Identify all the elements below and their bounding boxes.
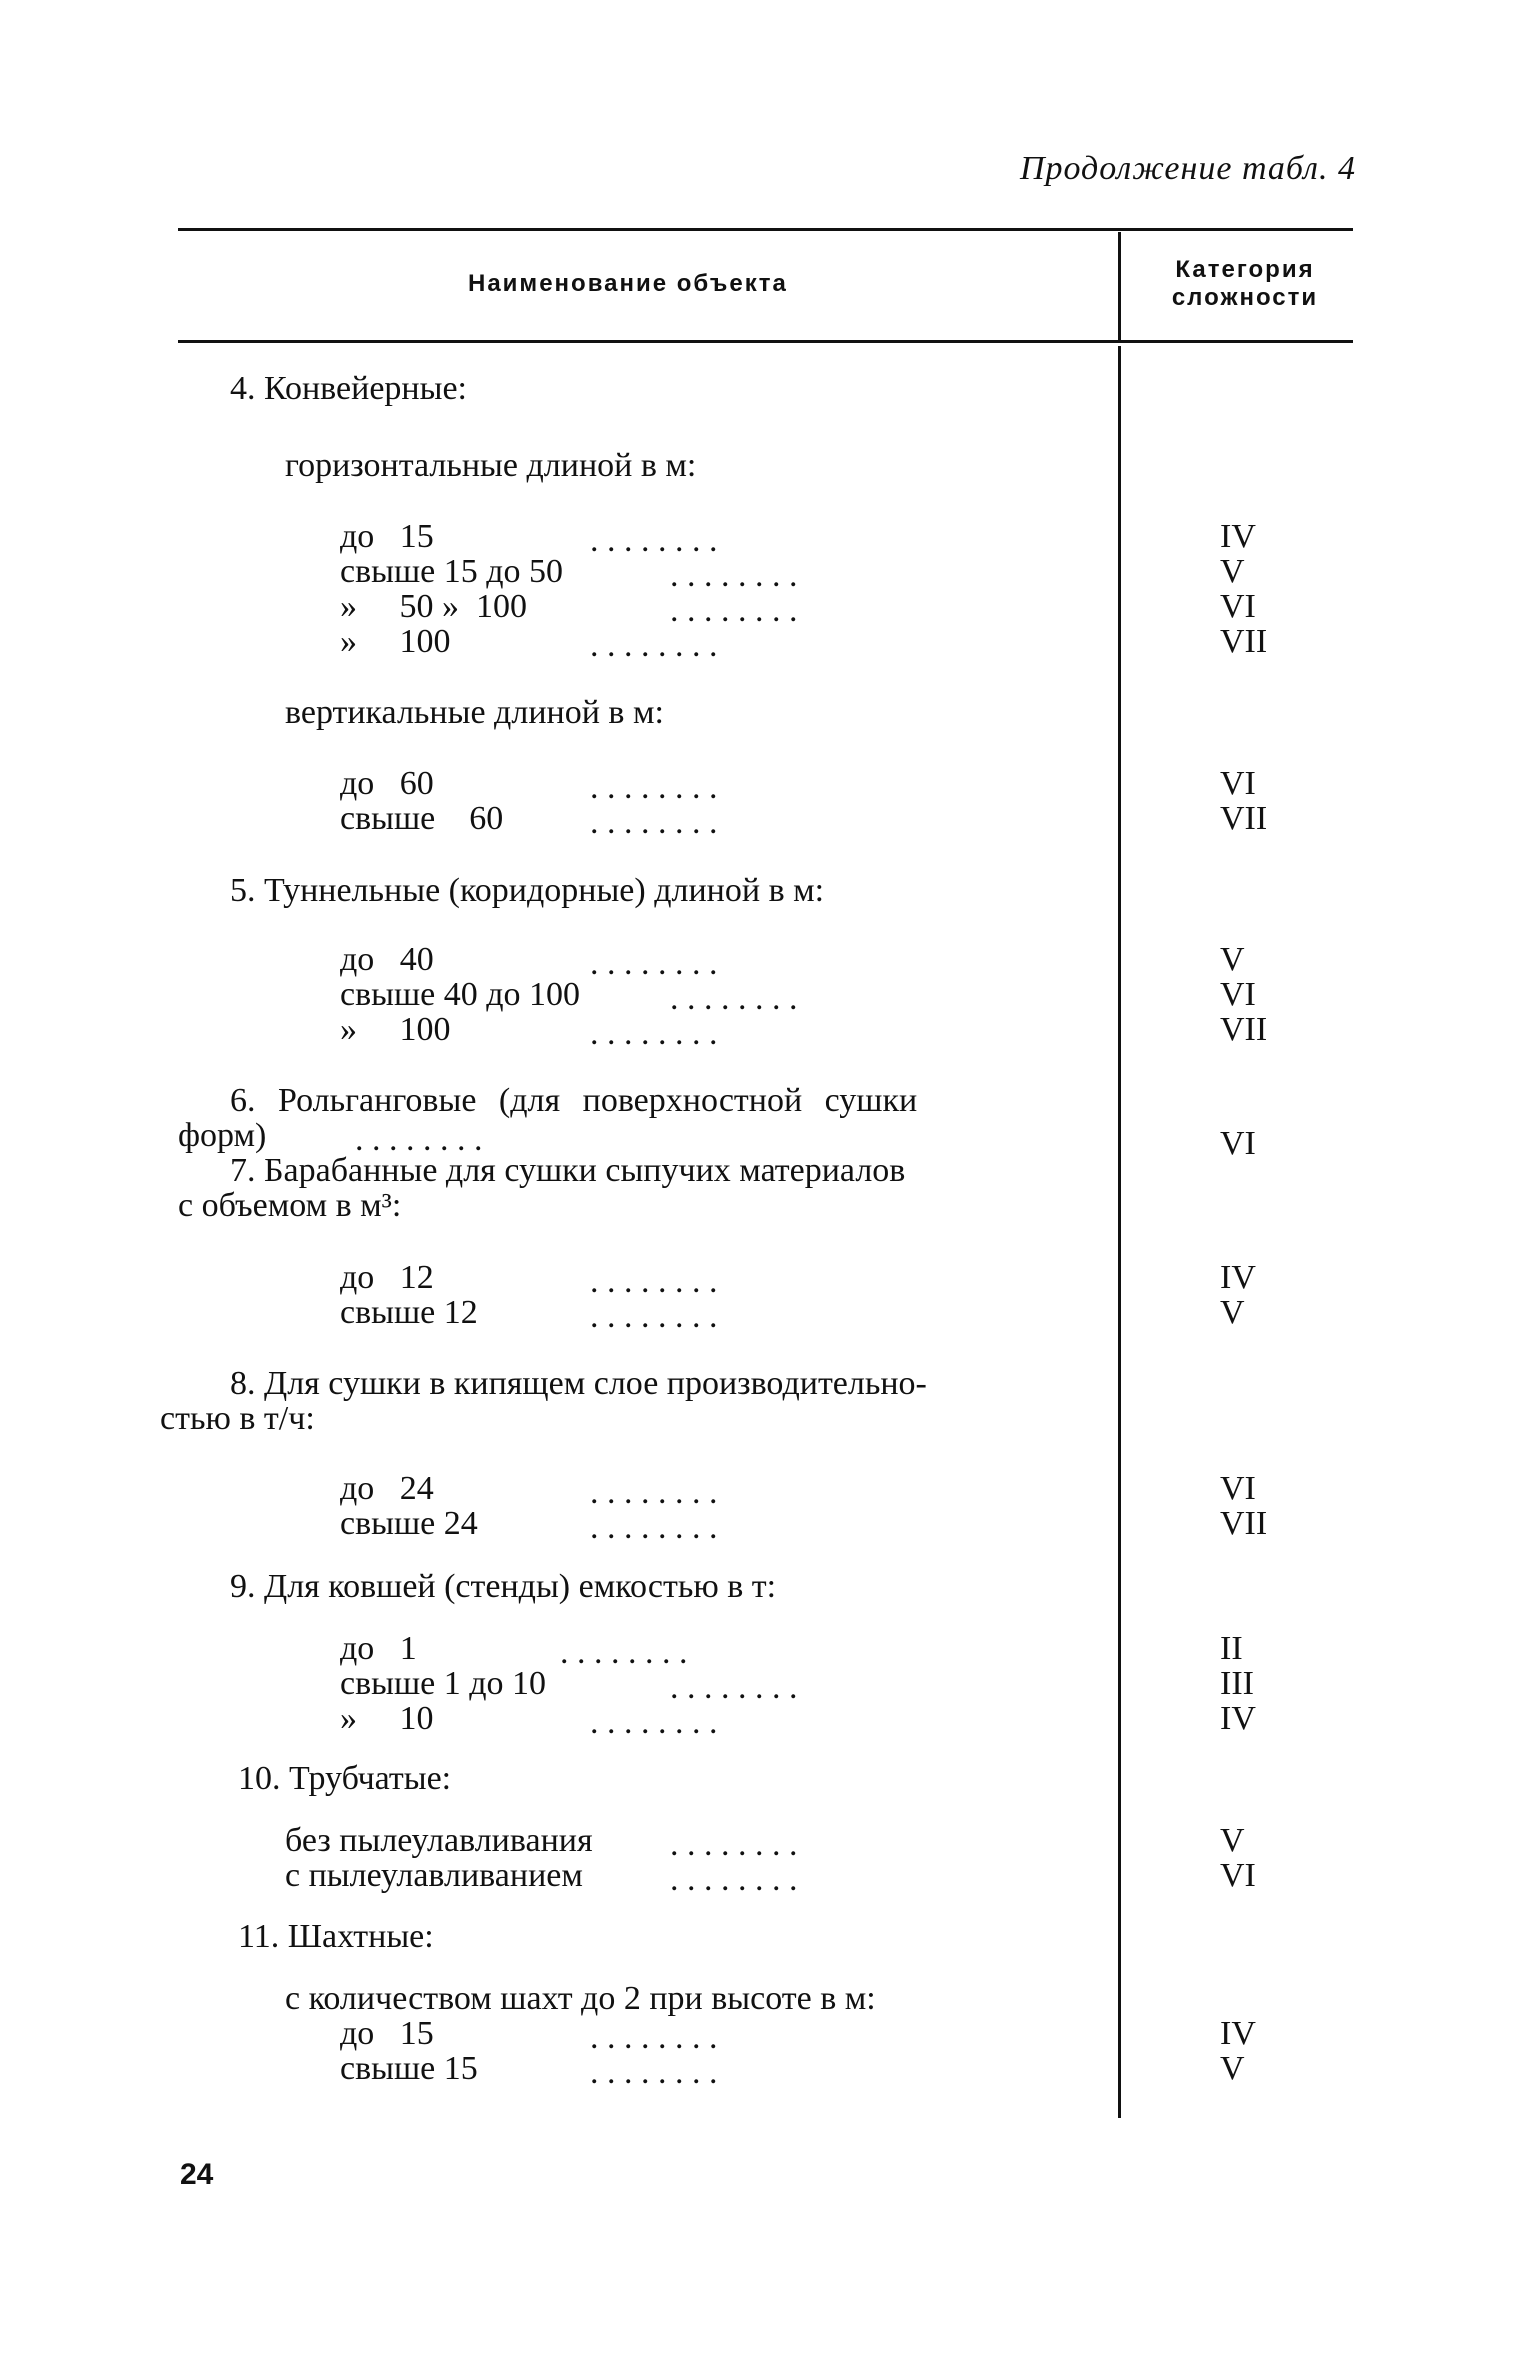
item-7-row-1: до 12	[340, 1259, 434, 1296]
item-11-category-2: V	[1220, 2050, 1245, 2087]
item-5-row-2: свыше 40 до 100	[340, 976, 581, 1013]
header-category-line2: сложности	[1171, 284, 1319, 311]
item-11-row-1-leader: . . . . . . . .	[590, 2019, 718, 2056]
item-5-category-3: VII	[1220, 1011, 1268, 1048]
page-number: 24	[180, 2158, 214, 2191]
body-column-divider	[1118, 346, 1121, 2118]
item-5-category-1: V	[1220, 941, 1245, 978]
item-5-row-3: » 100	[340, 1011, 451, 1048]
item-4-category-1: IV	[1220, 518, 1256, 555]
item-4-row-4-leader: . . . . . . . .	[590, 627, 718, 664]
item-11-row-2: свыше 15	[340, 2050, 478, 2087]
table-top-rule	[178, 228, 1353, 231]
item-4-row-2-leader: . . . . . . . .	[670, 557, 798, 594]
item-9-row-1-leader: . . . . . . . .	[560, 1634, 688, 1671]
item-7-row-1-leader: . . . . . . . .	[590, 1263, 718, 1300]
item-4-row-3-leader: . . . . . . . .	[670, 592, 798, 629]
continuation-title: Продолжение табл. 4	[1019, 150, 1356, 187]
item-10-title: 10. Трубчатые:	[238, 1760, 452, 1797]
item-6-leader: . . . . . . . .	[355, 1121, 483, 1158]
item-4-category-2: V	[1220, 553, 1245, 590]
item-8-row-1: до 24	[340, 1470, 434, 1507]
item-9-row-3: » 10	[340, 1700, 434, 1737]
item-8-row-1-leader: . . . . . . . .	[590, 1474, 718, 1511]
item-4-category-4: VII	[1220, 623, 1268, 660]
item-11-category-1: IV	[1220, 2015, 1256, 2052]
table-header-rule	[178, 340, 1353, 343]
item-9-title: 9. Для ковшей (стенды) емкостью в т:	[230, 1568, 777, 1605]
item-8-line-1: 8. Для сушки в кипящем слое производительно-	[230, 1365, 927, 1402]
item-8-category-1: VI	[1220, 1470, 1256, 1507]
item-6-category-1: VI	[1220, 1125, 1256, 1162]
item-7-category-1: IV	[1220, 1259, 1256, 1296]
item-10-category-2: VI	[1220, 1857, 1256, 1894]
header-object-name: Наименование объекта	[468, 270, 788, 297]
item-11-row-2-leader: . . . . . . . .	[590, 2054, 718, 2091]
item-10-row-2-leader: . . . . . . . .	[670, 1861, 798, 1898]
item-9-category-2: III	[1220, 1665, 1254, 1702]
item-4-row-6: свыше 60	[340, 800, 504, 837]
item-4-subheading-horizontal: горизонтальные длиной в м:	[285, 447, 697, 484]
header-category	[1130, 256, 1360, 312]
item-5-row-2-leader: . . . . . . . .	[670, 980, 798, 1017]
item-10-row-2: с пылеулавливанием	[285, 1857, 583, 1894]
item-8-line-2: стью в т/ч:	[160, 1400, 315, 1437]
item-7-category-2: V	[1220, 1294, 1245, 1331]
item-4-row-1-leader: . . . . . . . .	[590, 522, 718, 559]
item-9-row-3-leader: . . . . . . . .	[590, 1704, 718, 1741]
item-8-row-2: свыше 24	[340, 1505, 478, 1542]
item-8-row-2-leader: . . . . . . . .	[590, 1509, 718, 1546]
item-7-row-2-leader: . . . . . . . .	[590, 1298, 718, 1335]
item-4-title: 4. Конвейерные:	[230, 370, 467, 407]
item-10-row-1-leader: . . . . . . . .	[670, 1826, 798, 1863]
item-9-row-2: свыше 1 до 10	[340, 1665, 547, 1702]
item-7-row-2: свыше 12	[340, 1294, 478, 1331]
item-10-category-1: V	[1220, 1822, 1245, 1859]
item-4-category-3: VI	[1220, 588, 1256, 625]
item-9-category-3: IV	[1220, 1700, 1256, 1737]
item-5-category-2: VI	[1220, 976, 1256, 1013]
header-column-divider	[1118, 232, 1121, 340]
item-11-subheading: с количеством шахт до 2 при высоте в м:	[285, 1980, 876, 2017]
item-4-row-5: до 60	[340, 765, 434, 802]
item-11-row-1: до 15	[340, 2015, 434, 2052]
item-11-title: 11. Шахтные:	[238, 1918, 434, 1955]
item-5-title: 5. Туннельные (коридорные) длиной в м:	[230, 872, 825, 909]
item-9-row-1: до 1	[340, 1630, 417, 1667]
item-4-row-4: » 100	[340, 623, 451, 660]
item-7-line-1: 7. Барабанные для сушки сыпучих материалов	[230, 1152, 906, 1189]
item-6-line-2: форм)	[178, 1117, 267, 1154]
item-4-subheading-vertical: вертикальные длиной в м:	[285, 694, 664, 731]
item-5-row-1: до 40	[340, 941, 434, 978]
item-4-row-2: свыше 15 до 50	[340, 553, 564, 590]
item-4-row-3: » 50 » 100	[340, 588, 527, 625]
item-9-category-1: II	[1220, 1630, 1243, 1667]
item-4-row-6-leader: . . . . . . . .	[590, 804, 718, 841]
item-5-row-3-leader: . . . . . . . .	[590, 1015, 718, 1052]
item-6-line-1: 6. Рольганговые (для поверхностной сушки	[230, 1082, 918, 1119]
item-7-line-2: с объемом в м³:	[178, 1187, 402, 1224]
item-4-category-5: VI	[1220, 765, 1256, 802]
header-category-line1: Категория	[1175, 256, 1315, 283]
item-4-row-1: до 15	[340, 518, 434, 555]
item-4-row-5-leader: . . . . . . . .	[590, 769, 718, 806]
item-4-category-6: VII	[1220, 800, 1268, 837]
item-10-row-1: без пылеулавливания	[285, 1822, 593, 1859]
item-8-category-2: VII	[1220, 1505, 1268, 1542]
item-9-row-2-leader: . . . . . . . .	[670, 1669, 798, 1706]
item-5-row-1-leader: . . . . . . . .	[590, 945, 718, 982]
